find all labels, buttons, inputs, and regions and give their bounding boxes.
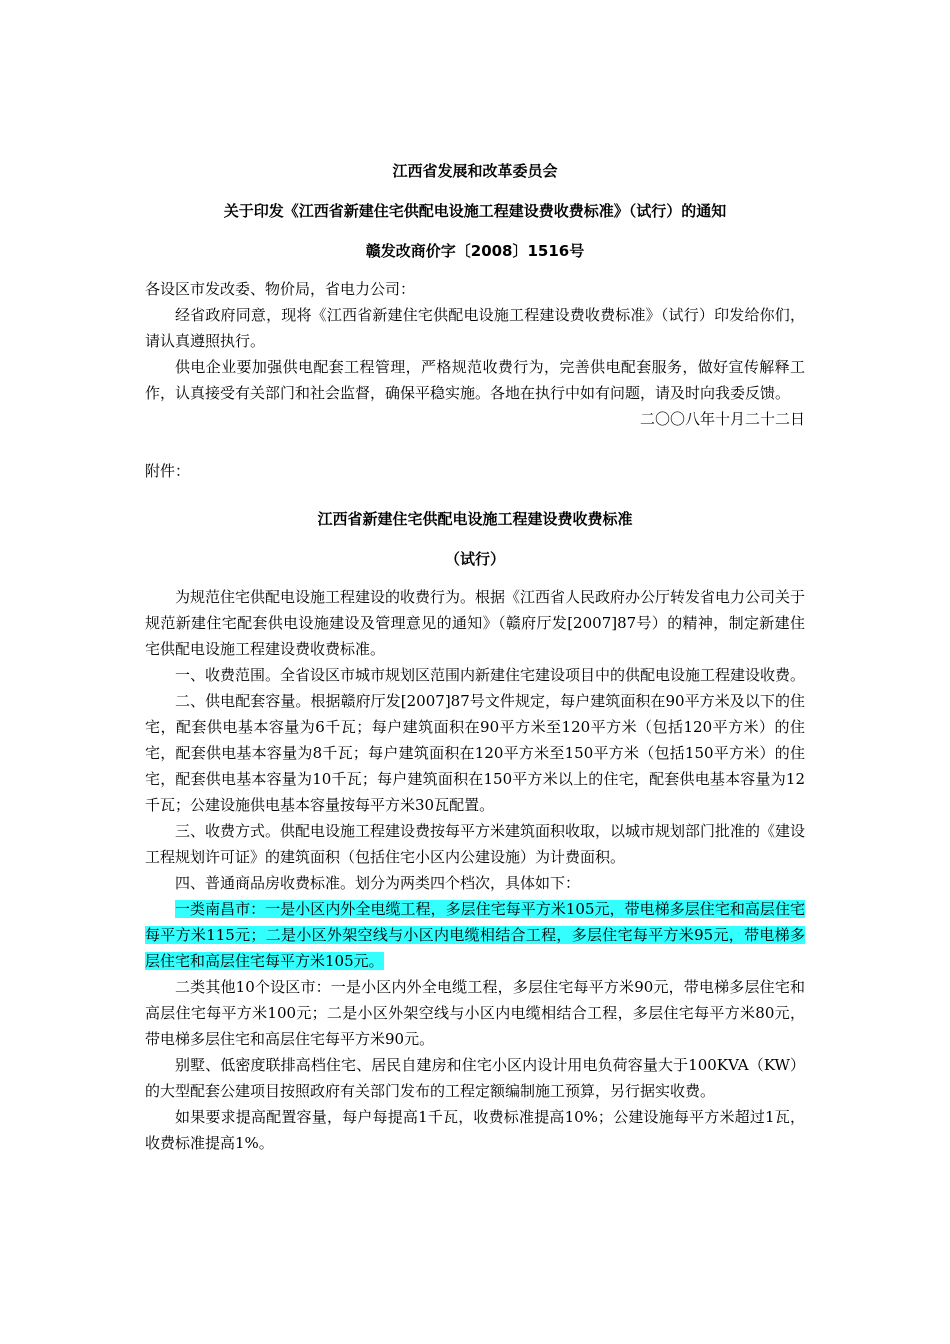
annex-subtitle: （试行） (444, 550, 505, 568)
issuing-organization: 江西省发展和改革委员会 (392, 162, 558, 180)
document-number: 赣发改商价字〔2008〕1516号 (365, 242, 585, 260)
class-two-other-cities: 二类其他10个设区市：一是小区内外全电缆工程，多层住宅每平方米90元，带电梯多层住宅和高层住宅每平方米100元；二是小区外架空线与小区内电缆相结合工程，多层住宅每平方米80元，带电梯多层住宅和高层住宅每平方米90元。 (145, 978, 805, 1048)
document-body (145, 158, 805, 1156)
section-method: 三、收费方式。供配电设施工程建设费按每平方米建筑面积收取，以城市规划部门批准的《建设工程规划许可证》的建筑面积（包括住宅小区内公建设施）为计费面积。 (145, 822, 806, 866)
salutation: 各设区市发改委、物价局，省电力公司： (145, 280, 416, 298)
notice-title: 关于印发《江西省新建住宅供配电设施工程建设费收费标准》（试行）的通知 (223, 202, 727, 220)
section-capacity: 二、供电配套容量。根据赣府厅发[2007]87号文件规定，每户建筑面积在90平方米及以下的住宅，配套供电基本容量为6千瓦；每户建筑面积在90平方米至120平方米（包括120平方米）的住宅，配套供电基本容量为8千瓦；每户建筑面积在120平方米至150平方米（包括150平方米）的住宅，配套供电基本容量为10千瓦；每户建筑面积在150平方米以上的住宅，配套供电基本容量为12千瓦；公建设施供电基本容量按每平方米30瓦配置。 (145, 692, 805, 814)
issue-date: 二〇〇八年十月二十二日 (639, 410, 805, 428)
highlighted-text: 一类南昌市：一是小区内外全电缆工程，多层住宅每平方米105元，带电梯多层住宅和高层住宅每平方米115元；二是小区外架空线与小区内电缆相结合工程，多层住宅每平方米95元，带电梯多层住宅和高层住宅每平方米105元。 (145, 900, 805, 970)
section-standard: 四、普通商品房收费标准。划分为两类四个档次，具体如下： (175, 874, 581, 892)
annex-intro: 为规范住宅供配电设施工程建设的收费行为。根据《江西省人民政府办公厅转发省电力公司关于规范新建住宅配套供电设施建设及管理意见的通知》（赣府厅发[2007]87号）的精神，制定新建住宅供配电设施工程建设费收费标准。 (145, 588, 806, 658)
villa-clause: 别墅、低密度联排高档住宅、居民自建房和住宅小区内设计用电负荷容量大于100KVA（KW）的大型配套公建项目按照政府有关部门发布的工程定额编制施工预算，另行据实收费。 (145, 1056, 805, 1100)
annex-label: 附件： (145, 462, 191, 480)
section-scope: 一、收费范围。全省设区市城市规划区范围内新建住宅建设项目中的供配电设施工程建设收费。 (175, 666, 806, 684)
annex-title: 江西省新建住宅供配电设施工程建设费收费标准 (317, 510, 633, 528)
class-one-nanchang (145, 896, 805, 974)
notice-paragraph-2: 供电企业要加强供电配套工程管理，严格规范收费行为，完善供电配套服务，做好宣传解释工作，认真接受有关部门和社会监督，确保平稳实施。各地在执行中如有问题，请及时向我委反馈。 (145, 358, 805, 402)
notice-paragraph-1: 经省政府同意，现将《江西省新建住宅供配电设施工程建设费收费标准》（试行）印发给你们，请认真遵照执行。 (145, 306, 805, 350)
upgrade-clause: 如果要求提高配置容量，每户每提高1千瓦，收费标准提高10%；公建设施每平方米超过1瓦，收费标准提高1%。 (145, 1108, 805, 1152)
